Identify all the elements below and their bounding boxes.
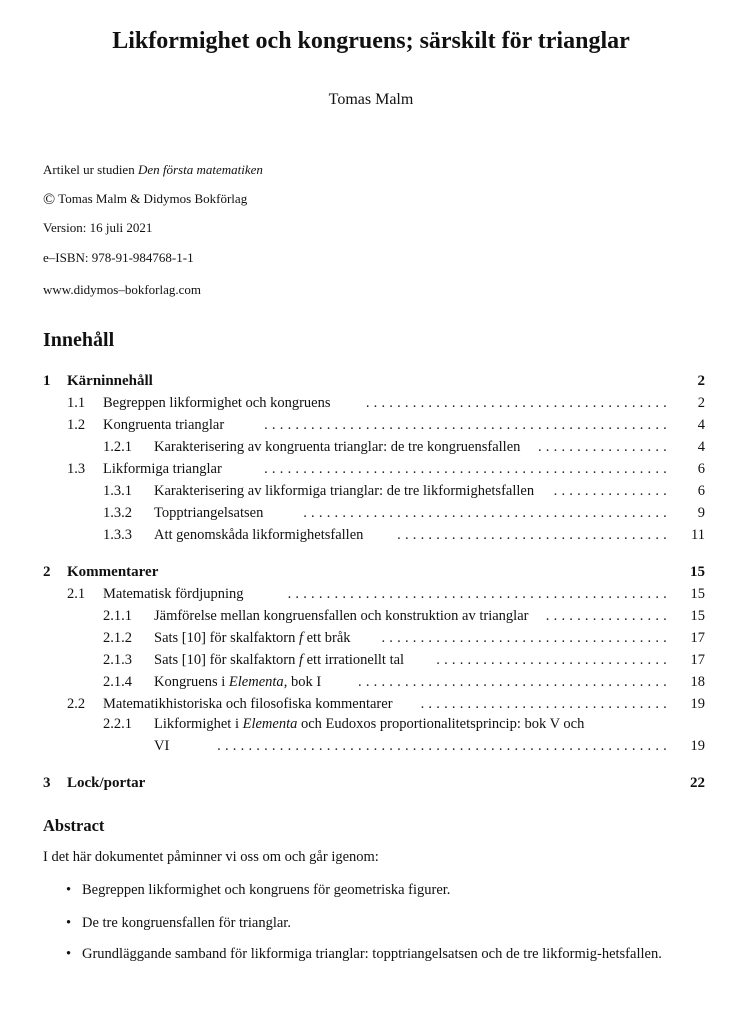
article-source: Artikel ur studien Den första matematiken <box>43 162 263 177</box>
toc-entry-title: Kongruenta trianglar <box>103 417 225 433</box>
bullet-icon: • <box>66 882 72 898</box>
toc-entry-page: 4 <box>697 439 705 455</box>
toc-entry-page: 17 <box>690 630 705 646</box>
toc-entry-number: 3 <box>43 775 51 791</box>
toc-entry-page: 17 <box>690 652 705 668</box>
toc-entry-title: Begreppen likformighet och kongruens <box>103 395 331 411</box>
toc-dot-leader: ........................................ <box>358 674 671 690</box>
version-line: Version: 16 juli 2021 <box>43 220 153 235</box>
website-line: www.didymos–bokforlag.com <box>43 282 202 297</box>
toc-entry-number: 1.1 <box>67 395 86 411</box>
bullet-icon: • <box>66 915 72 931</box>
toc-entry-title: Matematikhistoriska och filosofiska kommentarer <box>103 696 393 712</box>
toc-entry-number: 2.1.1 <box>103 608 132 624</box>
toc-entry[interactable] <box>43 693 705 715</box>
toc-entry[interactable] <box>43 414 705 436</box>
toc-dot-leader: ................................................. <box>287 586 671 602</box>
copyright-line: © Tomas Malm & Didymos Bokförlag <box>43 191 248 208</box>
toc-entry-title: Likformiga trianglar <box>103 461 222 477</box>
toc-entry[interactable] <box>43 605 705 627</box>
toc-entry-title: Kärninnehåll <box>67 373 153 389</box>
toc-dot-leader: ................................ <box>420 696 671 712</box>
toc-dot-leader: ............................................... <box>303 505 671 521</box>
toc-entry[interactable] <box>43 627 705 649</box>
toc-entry-number: 2 <box>43 564 51 580</box>
toc-entry-number: 1 <box>43 373 51 389</box>
toc-entry-page: 15 <box>690 586 705 602</box>
toc-entry-page: 9 <box>697 505 705 521</box>
toc-entry-number: 1.3 <box>67 461 86 477</box>
abstract-bullet-item: Grundläggande samband för likformiga trianglar: topptriangelsatsen och de tre likformig-hetsfallen. <box>82 946 662 962</box>
toc-dot-leader: ..................................... <box>381 630 671 646</box>
toc-entry[interactable] <box>43 458 705 480</box>
document-author: Tomas Malm <box>328 91 414 108</box>
toc-entry-title: Karakterisering av likformiga trianglar: de tre likformighetsfallen <box>154 483 535 499</box>
toc-entry-page: 6 <box>697 461 705 477</box>
toc-entry-page: 4 <box>697 417 705 433</box>
toc-entry-title: Jämförelse mellan kongruensfallen och konstruktion av trianglar <box>154 608 529 624</box>
toc-entry-page: 15 <box>690 564 705 580</box>
toc-entry[interactable] <box>43 392 705 414</box>
toc-entry-title: Kommentarer <box>67 564 159 580</box>
toc-entry-title: Lock/portar <box>67 775 146 791</box>
toc-entry-number: 2.1.2 <box>103 630 132 646</box>
toc-heading: Innehåll <box>43 329 115 351</box>
toc-dot-leader: .......................................................... <box>217 738 671 754</box>
toc-dot-leader: ................ <box>545 608 671 624</box>
toc-dot-leader: .................................................... <box>264 461 671 477</box>
toc-entry-title: Likformighet i Elementa och Eudoxos proportionalitetsprincip: bok V och <box>154 716 585 732</box>
toc-entry-number: 2.2.1 <box>103 716 132 732</box>
toc-entry[interactable] <box>43 671 705 693</box>
toc-entry-title: Sats [10] för skalfaktorn f ett irrationellt tal <box>154 652 405 668</box>
copyright-icon: © <box>43 191 56 208</box>
toc-entry-number: 1.3.3 <box>103 527 132 543</box>
toc-entry-page: 2 <box>697 395 705 411</box>
toc-entry-page: 18 <box>690 674 705 690</box>
toc-entry-number: 1.3.1 <box>103 483 132 499</box>
toc-entry[interactable] <box>43 649 705 671</box>
toc-entry-number: 2.1.3 <box>103 652 132 668</box>
toc-entry-title: Kongruens i Elementa, bok I <box>154 674 322 690</box>
toc-entry-page: 19 <box>690 696 705 712</box>
toc-dot-leader: ................. <box>537 439 671 455</box>
toc-entry-number: 2.2 <box>67 696 86 712</box>
toc-entry-title: Matematisk fördjupning <box>103 586 244 602</box>
toc-entry-title: Topptriangelsatsen <box>154 505 264 521</box>
toc-entry-page: 6 <box>697 483 705 499</box>
abstract-bullet-item: Begreppen likformighet och kongruens för geometriska figurer. <box>82 882 451 898</box>
toc-dot-leader: ............... <box>553 483 671 499</box>
abstract-intro: I det här dokumentet påminner vi oss om och går igenom: <box>43 849 379 865</box>
toc-dot-leader: ................................... <box>397 527 671 543</box>
toc-dot-leader: ....................................... <box>365 395 671 411</box>
toc-entry[interactable] <box>43 561 705 583</box>
bullet-icon: • <box>66 946 72 962</box>
toc-entry-page: 2 <box>697 373 705 389</box>
toc-entry[interactable] <box>43 583 705 605</box>
toc-entry-title-continued: VI <box>154 738 170 754</box>
toc-entry-page: 11 <box>691 527 705 543</box>
toc-entry[interactable] <box>43 502 705 524</box>
toc-entry-number: 2.1 <box>67 586 86 602</box>
toc-entry[interactable] <box>43 370 705 392</box>
document-title: Likformighet och kongruens; särskilt för trianglar <box>112 28 630 54</box>
toc-entry[interactable] <box>43 524 705 546</box>
toc-entry[interactable] <box>43 713 705 757</box>
study-title: Den första matematiken <box>137 162 263 177</box>
toc-entry-number: 2.1.4 <box>103 674 132 690</box>
toc-dot-leader: .................................................... <box>264 417 671 433</box>
toc-entry-title: Karakterisering av kongruenta trianglar: de tre kongruensfallen <box>154 439 521 455</box>
toc-entry[interactable] <box>43 436 705 458</box>
toc-entry-number: 1.2.1 <box>103 439 132 455</box>
toc-entry[interactable] <box>43 480 705 502</box>
toc-entry[interactable] <box>43 772 705 794</box>
toc-entry-page: 15 <box>690 608 705 624</box>
toc-entry-page: 22 <box>690 775 705 791</box>
toc-entry-page: 19 <box>690 738 705 754</box>
abstract-heading: Abstract <box>43 816 105 835</box>
toc-entry-title: Att genomskåda likformighetsfallen <box>154 527 364 543</box>
toc-dot-leader: .............................. <box>436 652 671 668</box>
toc-entry-number: 1.2 <box>67 417 86 433</box>
toc-entry-title: Sats [10] för skalfaktorn f ett bråk <box>154 630 351 646</box>
toc-entry-number: 1.3.2 <box>103 505 132 521</box>
isbn-line: e–ISBN: 978-91-984768-1-1 <box>43 250 194 265</box>
abstract-bullet-item: De tre kongruensfallen för trianglar. <box>82 915 291 931</box>
